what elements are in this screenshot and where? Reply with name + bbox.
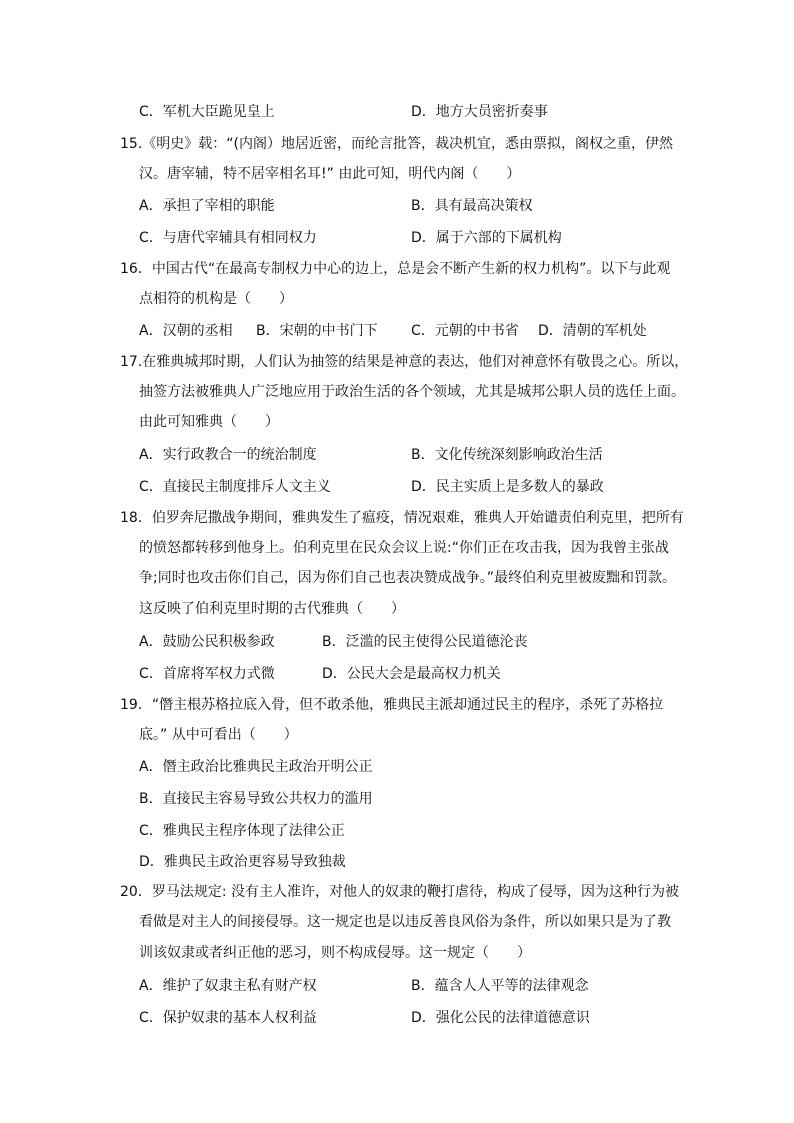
q18-stem-line-2: 的愤怒都转移到他身上。伯利克里在民众会议上说:“你们正在攻击我，因为我曾主张战 (139, 540, 669, 556)
q17-stem-line-1: 17.在雅典城邦时期，人们认为抽签的结果是神意的表达，他们对神意怀有敬畏之心。所以， (120, 354, 689, 370)
q20-option-c: C．保护奴隶的基本人权利益 (139, 1010, 317, 1026)
q18-option-c: C．首席将军权力式微 (139, 666, 275, 682)
q20-option-b: B．蕴含人人平等的法律观念 (411, 978, 589, 994)
q14-option-c: C．军机大臣跪见皇上 (139, 104, 275, 120)
q16-option-c: C．元朝的中书省 (411, 323, 519, 339)
q17-stem-line-2: 抽签方法被雅典人广泛地应用于政治生活的各个领域，尤其是城邦公职人员的选任上面。 (139, 384, 685, 400)
q17-option-c: C．直接民主制度排斥人文主义 (139, 479, 331, 495)
q15-option-a: A．承担了宰相的职能 (139, 198, 275, 214)
q18-option-a: A．鼓励公民积极参政 (139, 634, 275, 650)
q17-stem-line-3: 由此可知雅典（ ） (139, 414, 279, 430)
q19-option-a: A．僭主政治比雅典民主政治开明公正 (139, 759, 373, 775)
q18-stem-line-3: 争;同时也攻击你们自己，因为你们自己也表决赞成战争。”最终伯利克里被废黜和罚款。 (139, 570, 676, 586)
q20-option-a: A．维护了奴隶主私有财产权 (139, 978, 317, 994)
q15-stem-line-2: 汉。唐宰辅，特不居宰相名耳!” 由此可知，明代内阁（ ） (139, 166, 521, 182)
q19-option-b: B．直接民主容易导致公共权力的滥用 (139, 791, 373, 807)
q20-stem-line-1: 20．罗马法规定: 没有主人准许，对他人的奴隶的鞭打虐待，构成了侵辱，因为这种行为被 (120, 884, 679, 900)
q16-option-a: A．汉朝的丞相 (139, 323, 233, 339)
q19-option-d: D．雅典民主政治更容易导致独裁 (139, 854, 346, 870)
q18-stem-line-1: 18．伯罗奔尼撒战争期间，雅典发生了瘟疫，情况艰难，雅典人开始谴责伯利克里，把所有 (120, 510, 684, 526)
q15-option-b: B．具有最高决策权 (411, 198, 533, 214)
q15-option-d: D．属于六部的下属机构 (411, 230, 562, 246)
q17-option-b: B．文化传统深刻影响政治生活 (411, 447, 603, 463)
q16-stem-line-2: 点相符的机构是（ ） (139, 291, 293, 307)
q14-option-d: D．地方大员密折奏事 (411, 104, 548, 120)
q16-option-d: D．清朝的军机处 (538, 323, 647, 339)
q20-stem-line-2: 看做是对主人的间接侵辱。这一规定也是以违反善良风俗为条件，所以如果只是为了教 (139, 914, 671, 930)
q20-stem-line-3: 训该奴隶或者纠正他的恶习，则不构成侵辱。这一规定（ ） (139, 945, 531, 961)
q18-stem-line-4: 这反映了伯利克里时期的古代雅典（ ） (139, 601, 405, 617)
q17-option-d: D．民主实质上是多数人的暴政 (411, 479, 604, 495)
q17-option-a: A．实行政教合一的统治制度 (139, 447, 317, 463)
q18-option-b: B．泛滥的民主使得公民道德沦丧 (322, 634, 528, 650)
q19-option-c: C．雅典民主程序体现了法律公正 (139, 823, 345, 839)
q15-option-c: C．与唐代宰辅具有相同权力 (139, 230, 317, 246)
q16-option-b: B．宋朝的中书门下 (256, 323, 378, 339)
q15-stem-line-1: 15.《明史》载：“(内阁）地居近密，而纶言批答，裁决机宜，悉由票拟，阁权之重，伊然 (120, 136, 673, 152)
q18-option-d: D．公民大会是最高权力机关 (322, 666, 501, 682)
q19-stem-line-1: 19．“僭主根苏格拉底入骨，但不敢杀他，雅典民主派却通过民主的程序，杀死了苏格拉 (120, 697, 664, 713)
q19-stem-line-2: 底。” 从中可看出（ ） (139, 727, 298, 743)
q20-option-d: D．强化公民的法律道德意识 (411, 1010, 590, 1026)
q16-stem-line-1: 16．中国古代“在最高专制权力中心的边上，总是会不断产生新的权力机构”。以下与此观 (120, 261, 671, 277)
